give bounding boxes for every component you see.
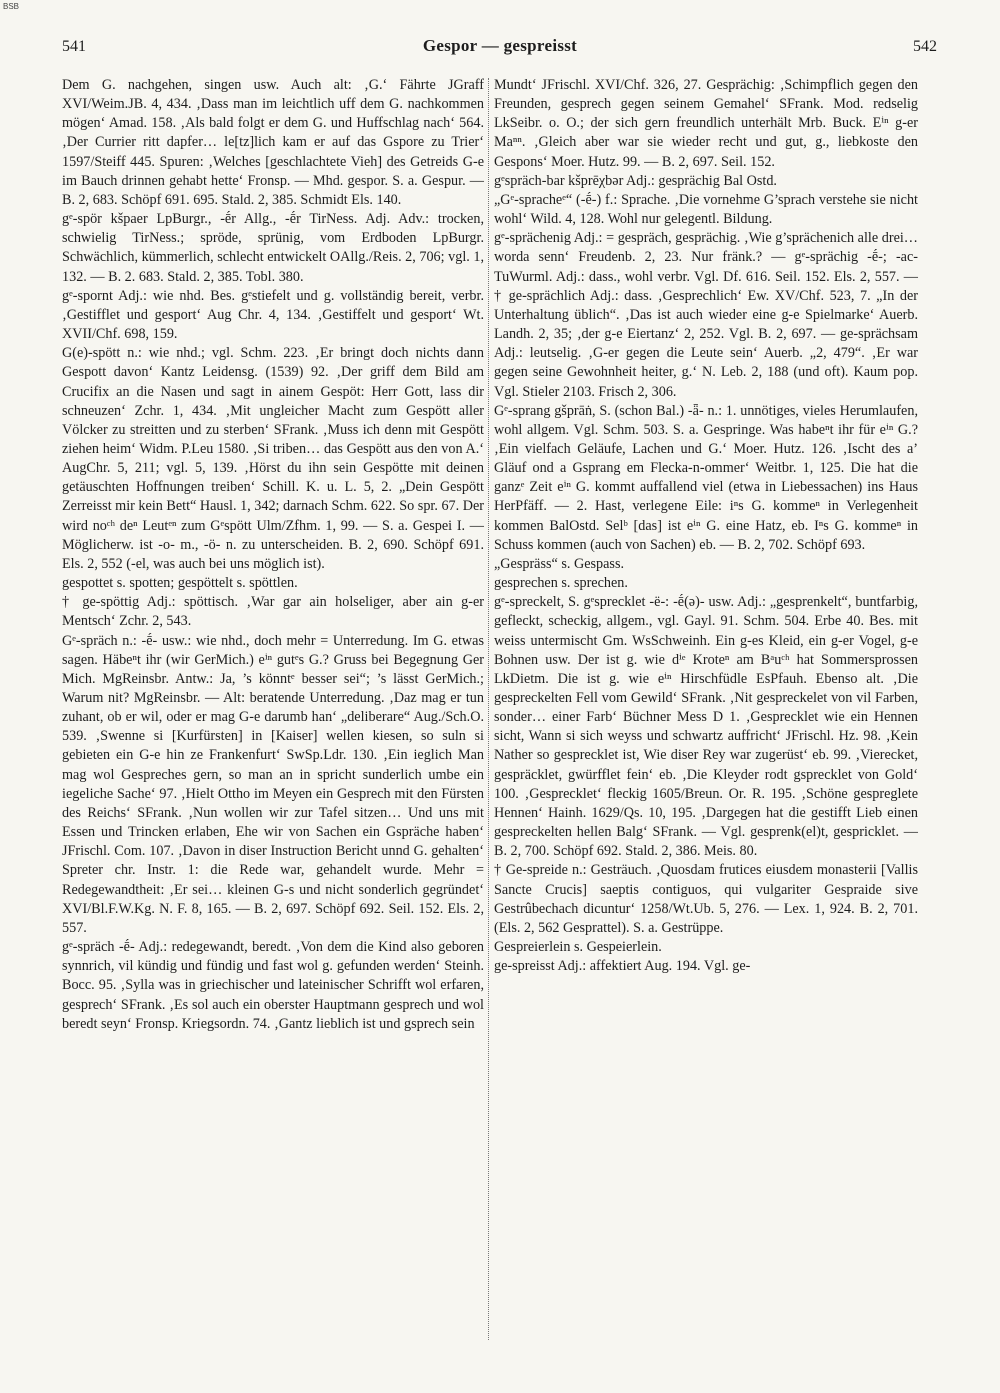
page-number-right: 542: [913, 38, 937, 55]
entry-paragraph: gᵉspräch-bar kšprēχbər Adj.: gesprächig Bal Ostd.: [494, 172, 777, 189]
entry-paragraph: gᵉ-spräch -ḗ- Adj.: redegewandt, beredt. ‚Von dem die Kind also geboren synnrich, vil kündig und fündig und fast wol g. gefunden werden‘ Steinh. Bocc. 95. ‚Sylla was in griechischer und lateinischer Schrifft wol erfaren, gesprech‘ SFrank. ‚Es sol auch ein oberster Hauptmann gesprech und wol beredt seyn‘ Fronsp. Kriegsordn. 74. ‚Gantz lieblich ist und gsprech sein: [62, 939, 484, 1032]
entry-paragraph: Gᵉ-sprang gšprāṅ, S. (schon Bal.) -ǟ- n.: 1. unnötiges, vieles Herumlaufen, wohl allgem. Vgl. Schm. 503. S. a. Gespringe. Was habeⁿt ihr für eⁱⁿ G.? ‚Ein vielfach Geläufe, Lachen und G.‘ Moer. Hutz. 126. ‚Ischt des a’ Gläuf ond a Gsprang em Flecka-n-ommer‘ Weitbr. 1, 125. Die hat die ganzᵉ Zeit eⁱⁿ G. kommt auffallend viel (etwa in Liebessachen) ins Haus HerPfäff. — 2. Hast, verlegene Eile: iⁿs G. kommeⁿ in Verlegenheit kommen BalOstd. Selᵇ [das] ist eⁱⁿ G. eine Hatz, eb. Iⁿs G. kommeⁿ in Schuss kommen (auch von Sachen) eb. — B. 2, 702. Schöpf 693.: [494, 402, 918, 553]
column-divider: [488, 78, 489, 1340]
entry-paragraph: Gespreierlein s. Gespeierlein.: [494, 939, 662, 956]
entry-paragraph: gesprechen s. sprechen.: [494, 575, 628, 592]
entry-paragraph: gᵉ-sprächenig Adj.: = gespräch, gesprächig. ‚Wie g’sprächenich alle drei… worda senn‘ Freudenb. 2, 23. Nur fränk.? — gᵉ-sprächig -ḗ-; -ac-TuWurml. Adj.: dass., wohl verbr. Vgl. Df. 616. Seil. 152. Els. 2, 557. — † ge-sprächlich Adj.: dass. ‚Gesprechlich‘ Ew. XV/Chf. 523, 7. „In der Unterhaltung üblich“. ‚Das ist auch wieder eine g-e Spielmarke‘ Auerb. Landh. 2, 35; ‚der g-e Eiertanz‘ 2, 252. Vgl. B. 2, 697. — ge-sprächsam Adj.: leutselig. ‚G-er gegen die Leute sein‘ Auerb. „2, 479“. ‚Er war gegen seine Gewohnheit heiter, g.‘ N. Leb. 2, 188 (und oft). Kaum pop. Vgl. Stieler 2103. Frisch 2, 306.: [494, 230, 918, 400]
entry-paragraph: G(e)-spött n.: wie nhd.; vgl. Schm. 223. ‚Er bringt doch nichts dann Gespott davon‘ Kantz Leidensg. (1539) 92. ‚Der griff dem Bild am Crucifix an die Nasen und sagt in ainem Gespöt: Herr Gott, lass dir schneuzen‘ Zchr. 1, 434. ‚Mit ungleicher Macht zum Gespött aller Völcker zu streitten und zu sterben‘ SFrank. ‚Muss ich denn mit Gespött ziehen heim‘ Widm. P.Leu 1580. ‚Si triben… das Gespött aus den von A.‘ AugChr. 5, 211; vgl. 5, 139. ‚Hörst du ihn sein Gespötte mit deinen getäuschten Hoffnungen treiben‘ Schill. K. u. L. 5, 2. „Dein Gespött Zerreisst mir kein Bett“ Hausl. 1, 342; darnach Schm. 622. So spr. 67. Der wird noᶜʰ deⁿ Leutᵉⁿ zum Gᵉspött Ulm/Zfhm. 1, 99. — S. a. Gespei I. — Möglicherw. ist -o- m., -ö- n. zu unterscheiden. B. 2, 690. Schöpf 691. Els. 2, 552 (-el, was auch bei uns möglich ist).: [62, 345, 485, 572]
entry-paragraph: „Gᵉ-spracheᵉ“ (-ḗ-) f.: Sprache. ‚Die vornehme G’sprach verstehe sie nicht wohl‘ Wild. 4, 128. Wohl nur gelegentl. Bildung.: [494, 191, 918, 228]
entry-paragraph: Dem G. nachgehen, singen usw. Auch alt: ‚G.‘ Fährte JGraff XVI/Weim.JB. 4, 434. ‚Dass man im leichtlich uff dem G. nachkommen mögen‘ Amad. 158. ‚Als bald folgt er dem G. und Huffschlag nach‘ 564. ‚Der Currier ritt dapfer… le[tz]lich kam er auf das Gspore zu Trier‘ 1597/Steiff 445. Spuren: ‚Welches [geschlachtete Vieh] des Getreids G-e im Bauch drinnen gehabt hette‘ Fronsp. — Mhd. gespor. S. a. Gespur. — B. 2, 683. Schöpf 691. 695. Stald. 2, 385. Schmidt Els. 140.: [62, 77, 484, 208]
entry-paragraph: ge-spreisst Adj.: affektiert Aug. 194. Vgl. ge-: [494, 958, 751, 975]
entry-paragraph: Mundt‘ JFrischl. XVI/Chf. 326, 27. Gesprächig: ‚Schimpflich gegen den Freunden, gesprech gegen seinem Gemahel‘ SFrank. Mod. redselig LkSeibr. o. O.; der sich gern freundlich unterhält Mrb. Buck. Eⁱⁿ g-er Maⁿⁿ. ‚Gleich aber war sie wieder recht und gut, g., liebkoste den Gespons‘ Moer. Hutz. 99. — B. 2, 697. Seil. 152.: [494, 77, 918, 170]
entry-paragraph: gᵉ-spornt Adj.: wie nhd. Bes. gᵉstiefelt und g. vollständig bereit, verbr. ‚Gestifflet und gesport‘ Aug Chr. 4, 134. ‚Gestiffelt und gesport‘ Wt. XVII/Chf. 698, 159.: [62, 287, 484, 343]
entry-paragraph: † Ge-spreide n.: Gesträuch. ‚Quosdam frutices eiusdem monasterii [Vallis Sancte Crucis] saeptis contiguos, qui vulgariter Gespraide sive Gestrûbechach dicuntur‘ 1258/Wt.Ub. 5, 276. — Lex. 1, 924. B. 2, 701. (Els. 2, 562 Gesprattel). S. a. Gestrüppe.: [494, 862, 918, 936]
entry-paragraph: Gᵉ-spräch n.: -ḗ- usw.: wie nhd., doch mehr = Unterredung. Im G. etwas sagen. Häbeⁿt ihr (wir GerMich.) eⁱⁿ gutᵉs G.? Gruss bei Begegnung Ger Mich. MgReinsbr. Antw.: Ja, ’s könntᵉ besser sei“; ’s lässt GerMich.; Warum nit? MgReinsbr. — Alt: beratende Unterredung. ‚Daz mag er tun zuhant, ob er wil, oder er mag G-e darumb han‘ „deliberare“ Aug./Sch.O. 539. ‚Swenne si [Kurfürsten] in [Kaiser] wellen kiesen, so suln si gebieten ein G-e hin ze Frankenfurt‘ SwSp.Ldr. 130. ‚Ein ieglich Man mag wol Gespreches gern, so man an in spricht sunderlich umbe ein iegeliche Sache‘ 97. ‚Hielt Ottho im Meyen ein Gesprech mit den Fürsten des Reichs‘ SFrank. ‚Nun wollen wir zur Tafel sitzen… Und uns mit Essen und Trincken erlaben, Ehe wir von Sachen ein Gspräche haben‘ JFrischl. Com. 107. ‚Davon in diser Instruction Bericht unnd G. gehalten‘ Spreter chr. Instr. 1: die Rede war, gehandelt wurde. Mehr = Redegewandtheit: ‚Er sei… kleinen G-s und nicht sonderlich gegründet‘ XVI/Bl.F.W.Kg. N. F. 8, 165. — B. 2, 697. Schöpf 692. Seil. 152. Els. 2, 557.: [62, 632, 484, 936]
entry-paragraph: gᵉ-spreckelt, S. gᵉsprecklet -ë-: -ḗ(ə)- usw. Adj.: „gesprenkelt“, buntfarbig, gefleckt, scheckig, allgem., vgl. Gayl. 91. Schm. 504. Erbe 40. Bes. mit weiss untermischt Gm. WsSchweinh. Ein g-es Kleid, ein g-er Vogel, g-e Bohnen usw. Der ist g. wie dⁱᵉ Kroteⁿ am Bᵃuᶜʰ hat Sommersprossen LkDietm. Die ist g. wie eⁱⁿ Hirschfüdle EsPfauh. Ebenso alt. ‚Die gespreckelten Fell vom Gewild‘ SFrank. ‚Nit gespreckelet von vil Farben, sonder… einer Farb‘ Büchner Mess D 1. ‚Gesprecklet wie ein Hennen sicht, Wann si sich weyss und schwartz auffricht‘ JFrischl. Hz. 98. ‚Kein Nather so gesprecklet ist, Wie diser Rey war zugerüst‘ eb. 99. ‚Vierecket, gespräcklet, gwürfflet fein‘ eb. ‚Die Kleyder rodt gsprecklet von Gold‘ 100. ‚Gesprecklet‘ fleckig 1605/Breun. Or. R. 195. ‚Schöne gespreglete Hennen‘ Hainh. 1629/Qs. 10, 195. ‚Dargegen hat die gestifft Lieb einen gespreckelten hellen Balg‘ SFrank. — Vgl. gesprenk(el)t, gespricklet. — B. 2, 700. Schöpf 692. Stald. 2, 386. Meis. 80.: [494, 594, 918, 860]
left-column: [62, 76, 484, 1034]
entry-paragraph: „Gespräss“ s. Gespass.: [494, 555, 625, 572]
right-column: [494, 76, 918, 976]
entry-paragraph: gespottet s. spotten; gespöttelt s. spöttlen.: [62, 575, 298, 592]
entry-paragraph: † ge-spöttig Adj.: spöttisch. ‚War gar ain holseliger, aber ain g-er Mentsch‘ Zchr. 2, 543.: [62, 594, 484, 630]
page-number-left: 541: [62, 38, 86, 55]
entry-paragraph: gᵉ-spör kšpaer LpBurgr., -ḗr Allg., -ḗr TirNess. Adj. Adv.: trocken, schwielig TirNess.; spröde, sprünig, vom Erdboden LpBurgr. Schwächlich, kümmerlich, schlecht entwickelt OAllg./Reis. 2, 706; vgl. 1, 132. — B. 2. 683. Stald. 2, 385. Tobl. 380.: [62, 211, 484, 285]
running-header: Gespor — gespreisst: [422, 36, 578, 55]
library-mark: BSB: [3, 2, 20, 11]
